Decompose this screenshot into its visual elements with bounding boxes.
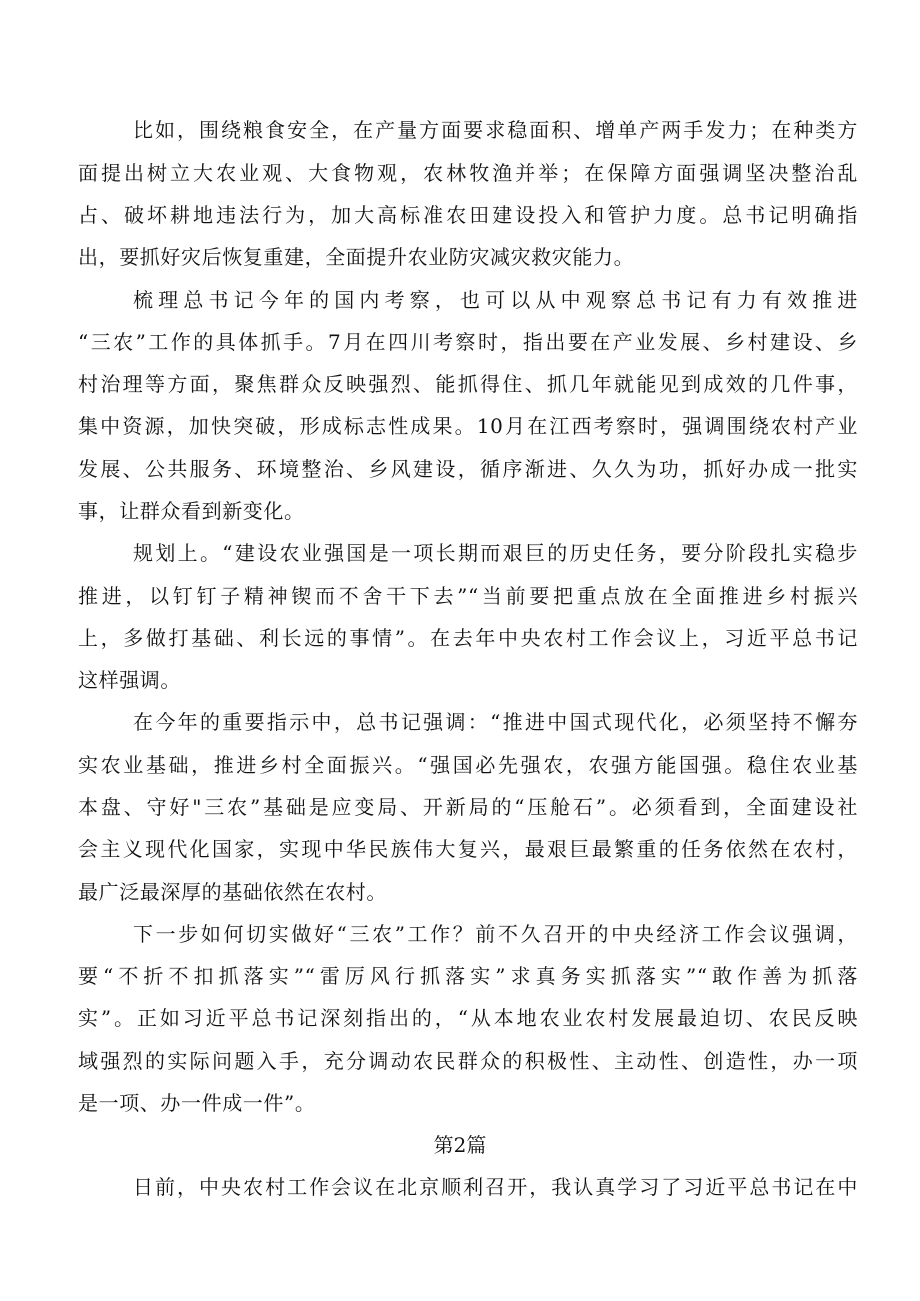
paragraph-3-line-1: 规划上。“建设农业强国是一项长期而艰巨的历史任务，要分阶段扎实稳步 [133,541,858,565]
paragraph-3-line-2: 推进，以钉钉子精神锲而不舍干下去”“当前要把重点放在全面推进乡村振兴 [78,584,858,608]
paragraph-4-line-5: 最广泛最深厚的基础依然在农村。 [78,880,387,904]
paragraph-3-line-4: 这样强调。 [78,668,181,692]
paragraph-1-line-4: 出，要抓好灾后恢复重建，全面提升农业防灾减灾救灾能力。 [78,245,635,269]
paragraph-5-line-1: 下一步如何切实做好“三农”工作？前不久召开的中央经济工作会议强调， [133,922,858,946]
paragraph-5-line-2: 要“不折不扣抓落实”“雷厉风行抓落实”求真务实抓落实”“敢作善为抓落 [78,964,858,988]
paragraph-2-line-6: 事，让群众看到新变化。 [78,499,305,523]
paragraph-2-line-3: 村治理等方面，聚焦群众反映强烈、能抓得住、抓几年就能见到成效的几件事， [78,372,858,396]
paragraph-4-line-3: 本盘、守好"三农”基础是应变局、开新局的“压舱石”。必须看到，全面建设社 [78,795,858,819]
paragraph-4-line-2: 实农业基础，推进乡村全面振兴。“强国必先强农，农强方能国强。稳住农业基 [78,753,858,777]
paragraph-2-line-1: 梳理总书记今年的国内考察，也可以从中观察总书记有力有效推进 [133,288,858,312]
paragraph-1-line-1: 比如，围绕粮食安全，在产量方面要求稳面积、增单产两手发力；在种类方 [133,118,858,142]
section-heading: 第2篇 [433,1133,487,1157]
paragraph-4-line-1: 在今年的重要指示中，总书记强调：“推进中国式现代化，必须坚持不懈夯 [133,710,858,734]
paragraph-4-line-4: 会主义现代化国家，实现中华民族伟大复兴，最艰巨最繁重的任务依然在农村， [78,837,858,861]
paragraph-2-line-4: 集中资源，加快突破，形成标志性成果。10月在江西考察时，强调围绕农村产业 [78,414,858,438]
final-paragraph-line-1: 日前，中央农村工作会议在北京顺利召开，我认真学习了习近平总书记在中 [133,1175,858,1199]
paragraph-1-line-2: 面提出树立大农业观、大食物观，农林牧渔并举；在保障方面强调坚决整治乱 [78,161,858,185]
paragraph-5-line-3: 实”。正如习近平总书记深刻指出的，“从本地农业农村发展最迫切、农民反映 [78,1006,858,1030]
paragraph-2-line-2: “三农”工作的具体抓手。7月在四川考察时，指出要在产业发展、乡村建设、乡 [78,330,858,354]
paragraph-5-line-4: 域强烈的实际问题入手，充分调动农民群众的积极性、主动性、创造性，办一项 [78,1049,858,1073]
paragraph-5-line-5: 是一项、办一件成一件”。 [78,1091,316,1115]
paragraph-3-line-3: 上，多做打基础、利长远的事情”。在去年中央农村工作会议上，习近平总书记 [78,626,858,650]
paragraph-1-line-3: 占、破坏耕地违法行为，加大高标准农田建设投入和管护力度。总书记明确指 [78,203,858,227]
paragraph-2-line-5: 发展、公共服务、环境整治、乡风建设，循序渐进、久久为功，抓好办成一批实 [78,457,858,481]
